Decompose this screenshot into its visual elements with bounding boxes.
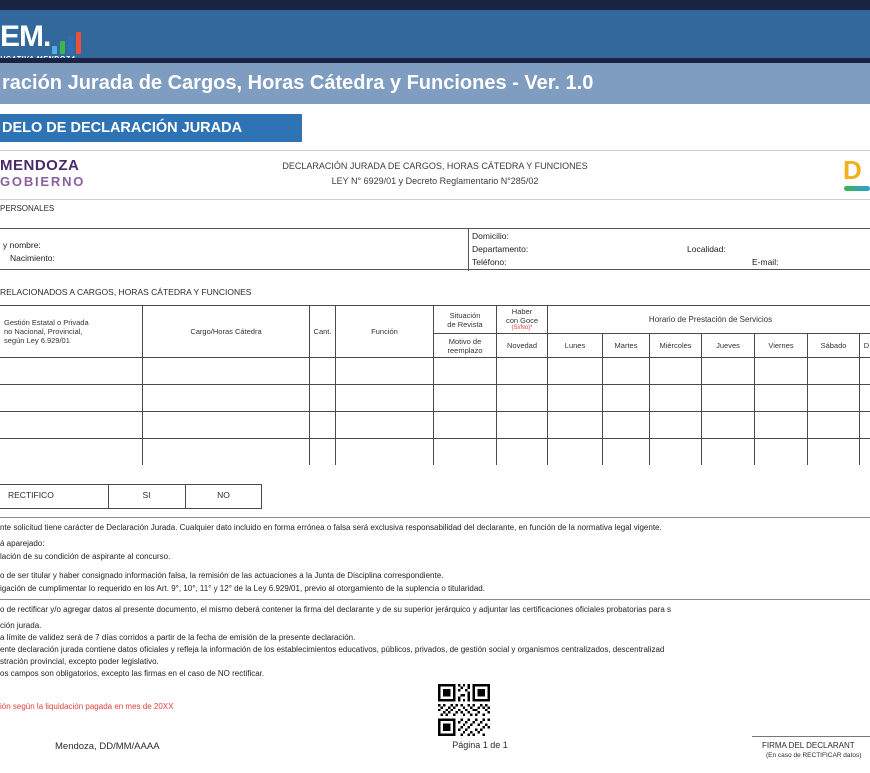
- rectifico-si-cell[interactable]: SI: [142, 490, 151, 500]
- form-heading: [135, 159, 735, 189]
- field-department-label: Departamento:: [472, 244, 529, 254]
- field-name-label: y nombre:: [3, 240, 41, 250]
- col-header-day-jueves: Jueves: [702, 334, 755, 358]
- cargos-empty-row: [0, 385, 870, 412]
- cargos-empty-row: [0, 439, 870, 466]
- legal-line: o de rectificar y/o agregar datos al presente documento, el mismo deberá contener la firma del declarante y de su superior jerárquico y adjuntar las certificaciones oficiales probatorias para s: [0, 605, 672, 614]
- dge-logo-swoosh: [844, 186, 870, 191]
- personal-box-divider: [468, 228, 469, 271]
- col-header-gestion: Gestión Estatal o Privada no Nacional, Provincial, según Ley 6.929/01: [0, 306, 143, 358]
- form-heading-line1: DECLARACIÓN JURADA DE CARGOS, HORAS CÁTEDRA Y FUNCIONES: [282, 161, 588, 171]
- personal-data-box: [0, 228, 870, 270]
- col-header-motivo: Motivo de reemplazo: [434, 334, 497, 358]
- cargos-table: [0, 305, 870, 465]
- col-header-situacion: Situación de Revista: [434, 306, 497, 334]
- top-navy-strip: [0, 0, 870, 10]
- legal-line: ente declaración jurada contiene datos oficiales y refleja la información de los establecimientos educativos, públicos, privados, de gestión social y organismos centralizados, descentralizad: [0, 645, 665, 654]
- legal-divider-top: [0, 517, 870, 518]
- section-label-cargos: RELACIONADOS A CARGOS, HORAS CÁTEDRA Y FUNCIONES: [0, 287, 252, 297]
- app-header: [0, 10, 870, 58]
- signature-label: FIRMA DEL DECLARANT: [762, 741, 855, 750]
- form-heading-line2: LEY N° 6929/01 y Decreto Reglamentario N°285/02: [331, 176, 539, 186]
- legal-divider-mid: [0, 599, 870, 600]
- rectifico-no-cell[interactable]: NO: [217, 490, 230, 500]
- field-address-label: Domicilio:: [472, 231, 509, 241]
- col-header-day-sabado: Sábado: [808, 334, 860, 358]
- col-header-cant: Cant.: [310, 306, 336, 358]
- section-label-personales: PERSONALES: [0, 204, 55, 213]
- legal-line: ción jurada.: [0, 621, 42, 630]
- haber-si-no-note: (Si/No)*: [511, 325, 533, 331]
- page-indicator: Página 1 de 1: [452, 740, 508, 750]
- col-header-day-domingo: D: [860, 334, 870, 358]
- gem-logo-text: EM.: [0, 20, 51, 53]
- field-locality-label: Localidad:: [687, 244, 726, 254]
- field-email-label: E-mail:: [752, 257, 779, 267]
- legal-line: a límite de validez será de 7 días corridos a partir de la fecha de emisión de la presente declaración.: [0, 633, 356, 642]
- rectifico-label: RECTIFICO: [8, 490, 54, 500]
- col-header-horario: Horario de Prestación de Servicios: [548, 306, 870, 334]
- place-date-label: Mendoza, DD/MM/AAAA: [55, 741, 160, 752]
- col-header-funcion: Función: [336, 306, 434, 358]
- col-header-cargo: Cargo/Horas Cátedra: [143, 306, 310, 358]
- col-header-day-lunes: Lunes: [548, 334, 603, 358]
- col-header-novedad: Novedad: [497, 334, 548, 358]
- signature-line: [752, 736, 870, 737]
- col-header-day-martes: Martes: [603, 334, 650, 358]
- field-phone-label: Teléfono:: [472, 257, 507, 267]
- mendoza-gobierno-logo: MENDOZA: [0, 157, 80, 174]
- document-title: ración Jurada de Cargos, Horas Cátedra y Funciones - Ver. 1.0: [2, 72, 594, 94]
- legal-line: o de ser titular y haber consignado información falsa, la remisión de las actuaciones a la Junta de Disciplina correspondiente.: [0, 571, 444, 580]
- signature-sublabel: (En caso de RECTIFICAR datos): [766, 752, 862, 759]
- legal-line: stración provincial, excepto poder legislativo.: [0, 657, 159, 666]
- col-header-day-miercoles: Miércoles: [650, 334, 702, 358]
- liquidation-note: ión según la liquidación pagada en mes de 20XX: [0, 702, 174, 711]
- cargos-empty-row: [0, 412, 870, 439]
- modelo-banner: DELO DE DECLARACIÓN JURADA: [0, 114, 302, 142]
- legal-line: á aparejado:: [0, 539, 45, 548]
- field-birthdate-label: Nacimiento:: [10, 253, 55, 263]
- col-header-haber: Haber con Goce (Si/No)*: [497, 306, 548, 334]
- legal-line: nte solicitud tiene carácter de Declaración Jurada. Cualquier dato incluido en forma errónea o falsa será exclusiva responsabilidad del declarante, en función de la normativa legal vigente.: [0, 523, 662, 532]
- legal-line: igación de cumplimentar lo requerido en los Art. 9°, 10°, 11° y 12° de la Ley 6.929/01, previo al otorgamiento de la suplencia o titularidad.: [0, 584, 485, 593]
- legal-line: lación de su condición de aspirante al concurso.: [0, 552, 171, 561]
- qr-code: [438, 684, 490, 736]
- mendoza-gobierno-logo-sub: GOBIERNO: [0, 174, 86, 189]
- cargos-empty-row: [0, 358, 870, 385]
- legal-line: os campos son obligatorios, excepto las firmas en el caso de NO rectificar.: [0, 669, 265, 678]
- col-header-day-viernes: Viernes: [755, 334, 808, 358]
- dge-logo-icon: D: [843, 156, 870, 198]
